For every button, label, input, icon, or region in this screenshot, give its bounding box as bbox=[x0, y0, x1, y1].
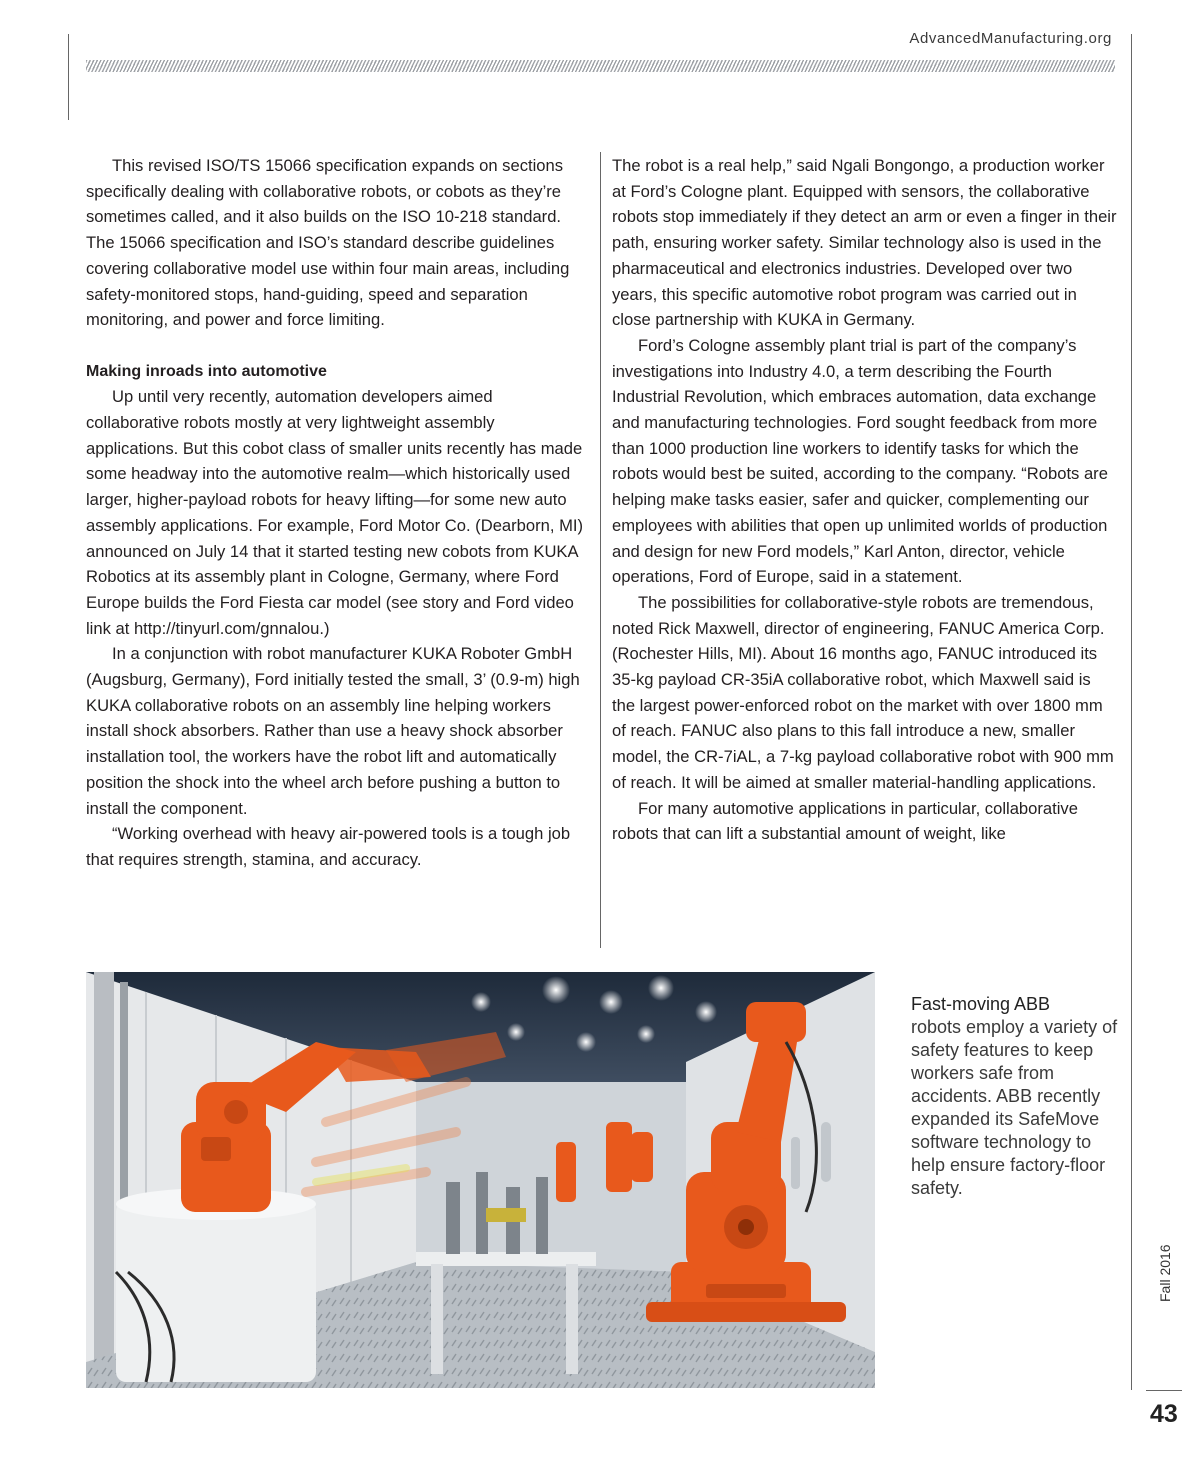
section-heading: Making inroads into automotive bbox=[86, 362, 327, 380]
right-margin-rule bbox=[1131, 34, 1132, 1390]
left-margin-rule bbox=[68, 34, 69, 120]
page-number: 43 bbox=[1150, 1400, 1178, 1428]
header-hatch-band bbox=[86, 60, 1115, 72]
right-paragraph-3: The possibilities for collaborative-style robots are tremendous, noted Rick Maxwell, director of engineering, FANUC America Corp. (Rochester Hills, MI). About 16 months ago, FANUC introduced its 35-kg payload CR-35iA collaborative robot, which Maxwell said is the largest power-enforced robot on the market with over 1800 mm of reach. FANUC also plans to this fall introduce a new, smaller model, the CR-7iAL, a 7-kg payload collaborative robot with 900 mm of reach. It will be aimed at smaller material-handling applications. bbox=[612, 592, 1114, 792]
left-paragraph-3: In a conjunction with robot manufacturer KUKA Roboter GmbH (Augsburg, Germany), Ford initially tested the small, 3’ (0.9-m) high KUKA collaborative robots on an assembly line helping workers install shock absorbers. Rather than use a heavy shock absorber installation tool, the workers have the robot lift and automatically position the shock into the wheel arch before pushing a button to install the component. bbox=[86, 644, 580, 818]
caption-lead: Fast-moving ABB bbox=[911, 994, 1051, 1014]
factory-robots-photo bbox=[86, 972, 875, 1388]
site-url: AdvancedManufacturing.org bbox=[909, 30, 1112, 47]
left-paragraph-4: “Working overhead with heavy air-powered tools is a tough job that requires strength, stamina, and accuracy. bbox=[86, 824, 571, 869]
column-divider bbox=[600, 152, 601, 948]
page-number-rule bbox=[1146, 1390, 1182, 1391]
caption-body: robots employ a variety of safety features to keep workers safe from accidents. ABB recently expanded its SafeMove software technology to help ensure factory-floor safety. bbox=[911, 1017, 1118, 1198]
photo-caption bbox=[911, 993, 1121, 1200]
factory-robots-illustration bbox=[86, 972, 875, 1388]
paragraph-gap bbox=[86, 333, 590, 359]
left-column bbox=[86, 153, 590, 873]
right-column bbox=[612, 153, 1118, 847]
left-paragraph-1: This revised ISO/TS 15066 specification expands on sections specifically dealing with collaborative robots, or cobots as they’re sometimes called, and it also builds on the ISO 10-218 standard. The 15066 specification and ISO’s standard describe guidelines covering collaborative model use within four main areas, including safety-monitored stops, hand-guiding, speed and separation monitoring, and power and force limiting. bbox=[86, 156, 570, 330]
left-paragraph-2: Up until very recently, automation developers aimed collaborative robots mostly at very lightweight assembly applications. But this cobot class of smaller units recently has made some headway into the automotive realm—which historically used larger, higher-payload robots for heavy lifting—for some new auto assembly applications. For example, Ford Motor Co. (Dearborn, MI) announced on July 14 that it started testing new cobots from KUKA Robotics at its assembly plant in Cologne, Germany, where Ford Europe builds the Ford Fiesta car model (see story and Ford video link at http://tinyurl.com/gnnalou.) bbox=[86, 387, 584, 638]
issue-date: Fall 2016 bbox=[1157, 1244, 1173, 1302]
right-paragraph-2: Ford’s Cologne assembly plant trial is part of the company’s investigations into Industry 4.0, a term describing the Fourth Industrial Revolution, which embraces automation, data exchange and manufacturing technologies. Ford sought feedback from more than 1000 production line workers to identify tasks for which the robots would best be suited, according to the company. “Robots are helping make tasks easier, safer and quicker, complementing our employees with abilities that open up unlimited worlds of production and design for new Ford models,” Karl Anton, director, vehicle operations, Ford of Europe, said in a statement. bbox=[612, 335, 1108, 587]
right-paragraph-4: For many automotive applications in particular, collaborative robots that can lift a substantial amount of weight, like bbox=[612, 798, 1078, 844]
right-paragraph-1: The robot is a real help,” said Ngali Bongongo, a production worker at Ford’s Cologne plant. Equipped with sensors, the collaborative robots stop immediately if they detect an arm or even a finger in their path, ensuring worker safety. Similar technology also is used in the pharmaceutical and electronics industries. Developed over two years, this specific automotive robot program was carried out in close partnership with KUKA in Germany. bbox=[612, 156, 1117, 330]
